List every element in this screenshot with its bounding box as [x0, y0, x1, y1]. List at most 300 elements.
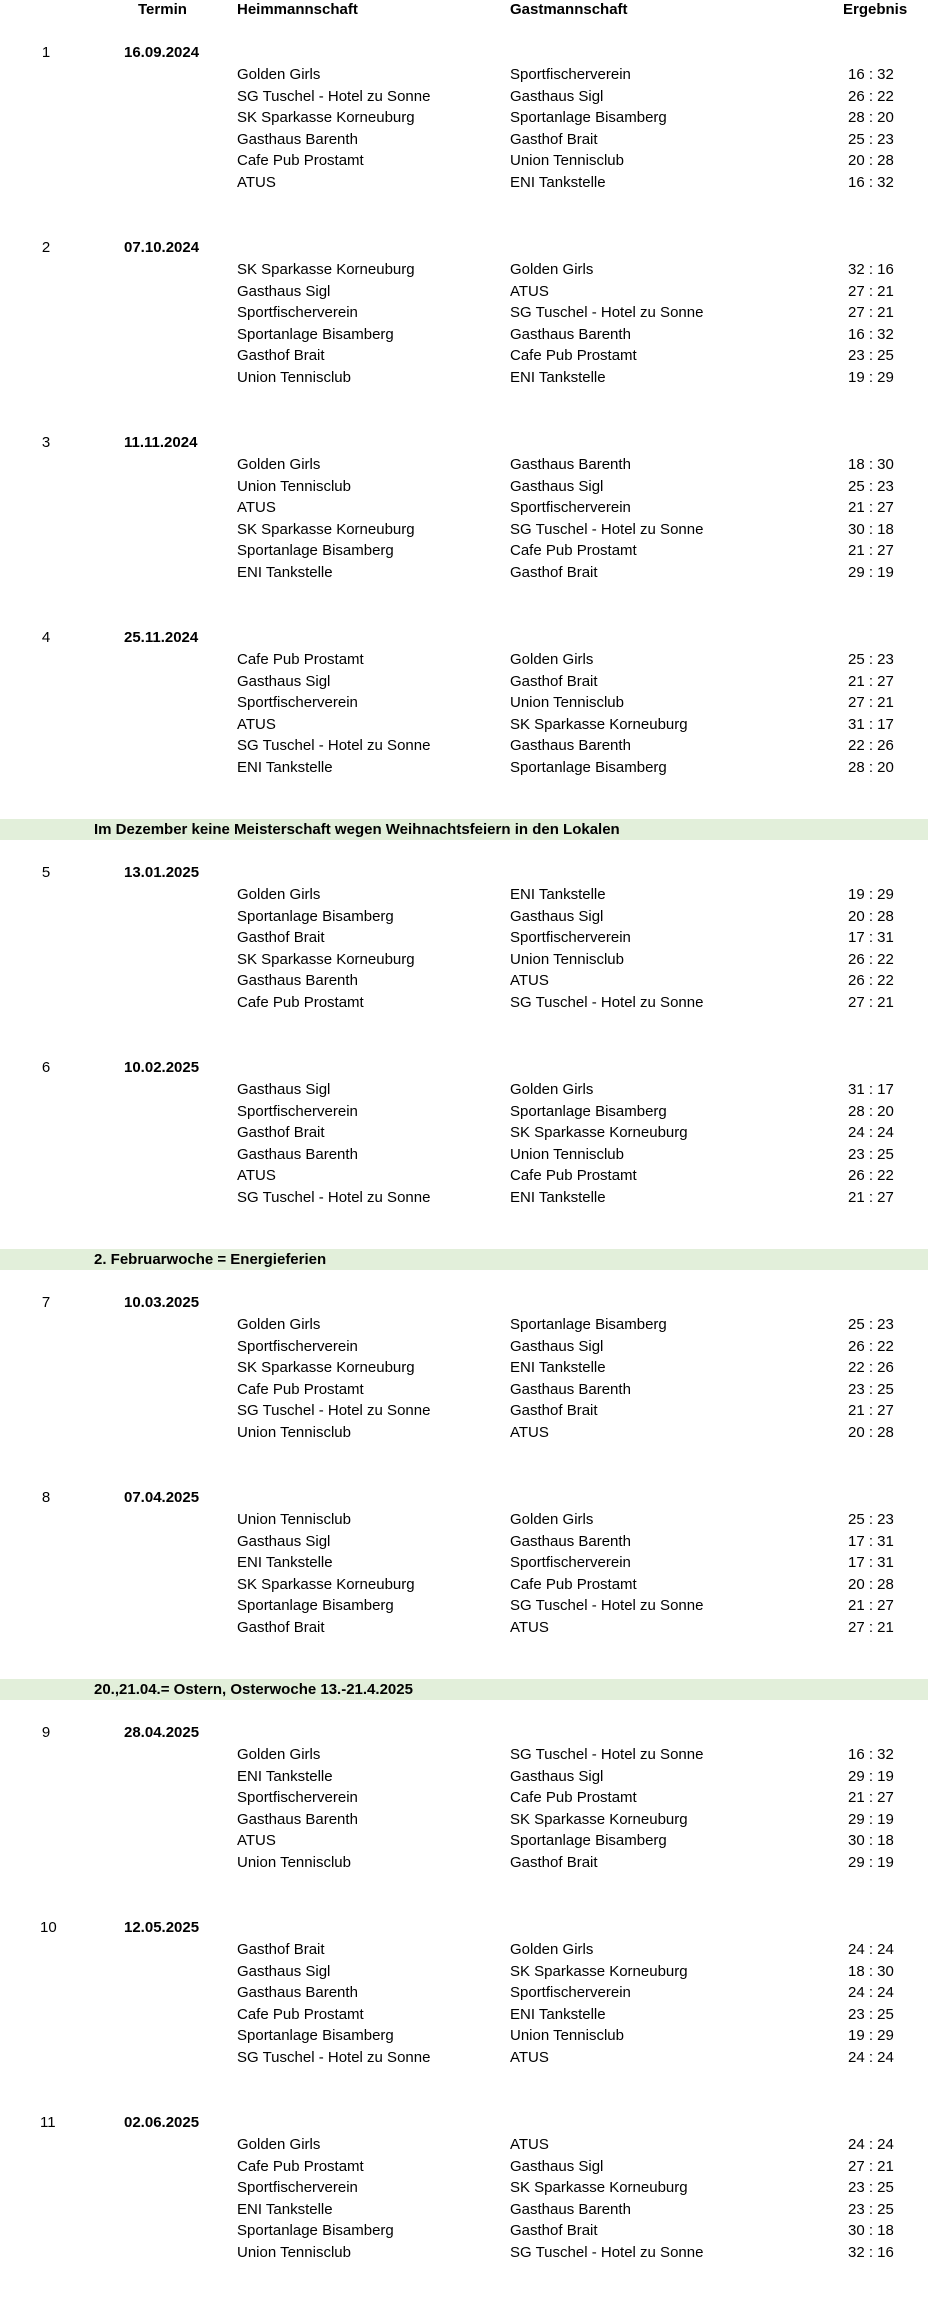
- home-team: ATUS: [237, 715, 276, 733]
- match-row: [0, 1531, 928, 1553]
- round-block: [0, 1917, 928, 2112]
- guest-team: ENI Tankstelle: [510, 2005, 606, 2023]
- round-date: 28.04.2025: [124, 1724, 200, 1741]
- match-result: 22 : 26: [848, 737, 894, 755]
- guest-team: SK Sparkasse Korneuburg: [510, 715, 688, 733]
- round-block: [0, 1292, 928, 1487]
- guest-team: SG Tuschel - Hotel zu Sonne: [510, 304, 704, 322]
- guest-team: ENI Tankstelle: [510, 886, 606, 903]
- round-date-row: [0, 1057, 928, 1079]
- match-row: [0, 2199, 928, 2221]
- match-row: [0, 2220, 928, 2242]
- match-result: 16 : 32: [848, 66, 894, 83]
- home-team: Sportfischerverein: [237, 694, 358, 712]
- match-row: [0, 692, 928, 714]
- match-result: 25 : 23: [848, 130, 894, 148]
- match-row: [0, 476, 928, 498]
- guest-team: Gasthaus Barenth: [510, 1532, 631, 1550]
- guest-team: SG Tuschel - Hotel zu Sonne: [510, 520, 704, 538]
- guest-team: Sportfischerverein: [510, 1984, 631, 2002]
- home-team: Sportanlage Bisamberg: [237, 1597, 394, 1615]
- guest-team: Sportfischerverein: [510, 929, 631, 947]
- home-team: Gasthof Brait: [237, 1124, 325, 1142]
- match-result: 26 : 22: [848, 1337, 894, 1355]
- home-team: Gasthaus Barenth: [237, 1984, 358, 2002]
- match-row: [0, 2156, 928, 2178]
- match-result: 16 : 32: [848, 173, 894, 191]
- match-result: 32 : 16: [848, 2243, 894, 2261]
- match-result: 20 : 28: [848, 1423, 894, 1441]
- home-team: Union Tennisclub: [237, 1511, 351, 1528]
- guest-team: Gasthof Brait: [510, 563, 598, 581]
- match-result: 23 : 25: [848, 2200, 894, 2218]
- match-result: 23 : 25: [848, 2005, 894, 2023]
- guest-team: Sportanlage Bisamberg: [510, 1832, 667, 1850]
- guest-team: Union Tennisclub: [510, 2027, 624, 2045]
- guest-team: ATUS: [510, 282, 549, 300]
- match-row: [0, 2047, 928, 2069]
- home-team: SG Tuschel - Hotel zu Sonne: [237, 1402, 431, 1420]
- match-row: [0, 454, 928, 476]
- round-date-row: [0, 862, 928, 884]
- home-team: SG Tuschel - Hotel zu Sonne: [237, 2048, 431, 2066]
- match-row: [0, 1165, 928, 1187]
- match-result: 25 : 23: [848, 651, 894, 668]
- round-date: 10.03.2025: [124, 1294, 200, 1311]
- match-row: [0, 1766, 928, 1788]
- home-team: Sportanlage Bisamberg: [237, 2027, 394, 2045]
- round-block: [0, 1722, 928, 1917]
- match-row: [0, 906, 928, 928]
- match-row: [0, 1961, 928, 1983]
- schedule-note-text: Im Dezember keine Meisterschaft wegen Weihnachtsfeiern in den Lokalen: [94, 821, 620, 838]
- table-header: [0, 0, 928, 20]
- home-team: Cafe Pub Prostamt: [237, 2005, 364, 2023]
- match-result: 26 : 22: [848, 87, 894, 105]
- match-row: [0, 64, 928, 86]
- match-row: [0, 1939, 928, 1961]
- round-number: 10: [40, 1919, 57, 1936]
- match-result: 23 : 25: [848, 1145, 894, 1163]
- match-row: [0, 1982, 928, 2004]
- match-result: 17 : 31: [848, 929, 894, 947]
- round-date: 02.06.2025: [124, 2114, 200, 2131]
- guest-team: Sportfischerverein: [510, 66, 631, 83]
- round-date-row: [0, 1292, 928, 1314]
- guest-team: Gasthaus Sigl: [510, 1767, 604, 1785]
- round-date-row: [0, 1917, 928, 1939]
- guest-team: ATUS: [510, 2136, 549, 2153]
- home-team: Cafe Pub Prostamt: [237, 1380, 364, 1398]
- match-row: [0, 1122, 928, 1144]
- guest-team: Cafe Pub Prostamt: [510, 1575, 637, 1593]
- match-row: [0, 2177, 928, 2199]
- home-team: ENI Tankstelle: [237, 1767, 333, 1785]
- guest-team: Gasthof Brait: [510, 1853, 598, 1871]
- home-team: Gasthaus Sigl: [237, 672, 331, 690]
- header-result: Ergebnis: [843, 1, 908, 18]
- home-team: Golden Girls: [237, 1316, 321, 1333]
- match-result: 25 : 23: [848, 1316, 894, 1333]
- home-team: Union Tennisclub: [237, 1423, 351, 1441]
- round-block: [0, 627, 928, 822]
- match-row: [0, 884, 928, 906]
- home-team: ENI Tankstelle: [237, 758, 333, 776]
- round-number: 4: [41, 629, 51, 646]
- home-team: SK Sparkasse Korneuburg: [237, 950, 415, 968]
- match-result: 23 : 25: [848, 347, 894, 365]
- guest-team: Union Tennisclub: [510, 694, 624, 712]
- match-row: [0, 1595, 928, 1617]
- match-row: [0, 1357, 928, 1379]
- round-date: 25.11.2024: [124, 629, 199, 646]
- round-block: [0, 42, 928, 237]
- match-row: [0, 1336, 928, 1358]
- round-date-row: [0, 237, 928, 259]
- home-team: ATUS: [237, 173, 276, 191]
- home-team: ATUS: [237, 499, 276, 517]
- home-team: Gasthof Brait: [237, 1618, 325, 1636]
- guest-team: Gasthaus Sigl: [510, 1337, 604, 1355]
- match-row: [0, 107, 928, 129]
- match-row: [0, 2004, 928, 2026]
- home-team: Sportanlage Bisamberg: [237, 907, 394, 925]
- match-row: [0, 1809, 928, 1831]
- home-team: Gasthaus Sigl: [237, 1532, 331, 1550]
- home-team: SG Tuschel - Hotel zu Sonne: [237, 87, 431, 105]
- match-row: [0, 992, 928, 1014]
- guest-team: ATUS: [510, 1423, 549, 1441]
- home-team: Golden Girls: [237, 456, 321, 473]
- schedule-note: [0, 1679, 928, 1700]
- guest-team: Gasthaus Sigl: [510, 87, 604, 105]
- match-row: [0, 1574, 928, 1596]
- guest-team: Gasthaus Sigl: [510, 2157, 604, 2175]
- round-number: 8: [41, 1489, 51, 1506]
- home-team: SG Tuschel - Hotel zu Sonne: [237, 737, 431, 755]
- match-result: 21 : 27: [848, 1597, 894, 1615]
- home-team: Gasthaus Barenth: [237, 1810, 358, 1828]
- guest-team: Union Tennisclub: [510, 152, 624, 170]
- guest-team: SK Sparkasse Korneuburg: [510, 1962, 688, 1980]
- guest-team: Cafe Pub Prostamt: [510, 1167, 637, 1185]
- home-team: Cafe Pub Prostamt: [237, 993, 364, 1011]
- schedule-note-text: 20.,21.04.= Ostern, Osterwoche 13.-21.4.2025: [94, 1681, 413, 1698]
- guest-team: Golden Girls: [510, 1941, 594, 1958]
- match-row: [0, 2134, 928, 2156]
- match-result: 16 : 32: [848, 325, 894, 343]
- round-number: 11: [40, 2114, 56, 2131]
- match-row: [0, 2025, 928, 2047]
- guest-team: Sportfischerverein: [510, 1554, 631, 1572]
- home-team: ATUS: [237, 1832, 276, 1850]
- guest-team: ATUS: [510, 2048, 549, 2066]
- guest-team: ENI Tankstelle: [510, 1359, 606, 1377]
- match-result: 24 : 24: [848, 2136, 894, 2153]
- match-result: 28 : 20: [848, 109, 894, 127]
- guest-team: Gasthof Brait: [510, 1402, 598, 1420]
- match-row: [0, 2242, 928, 2264]
- home-team: Union Tennisclub: [237, 1853, 351, 1871]
- match-row: [0, 324, 928, 346]
- guest-team: ATUS: [510, 1618, 549, 1636]
- home-team: Sportanlage Bisamberg: [237, 542, 394, 560]
- match-row: [0, 129, 928, 151]
- match-row: [0, 345, 928, 367]
- match-result: 26 : 22: [848, 950, 894, 968]
- match-result: 31 : 17: [848, 715, 894, 733]
- home-team: Gasthaus Barenth: [237, 972, 358, 990]
- guest-team: Golden Girls: [510, 651, 594, 668]
- match-result: 24 : 24: [848, 1124, 894, 1142]
- match-result: 31 : 17: [848, 1081, 894, 1098]
- round-block: [0, 1487, 928, 1682]
- home-team: Cafe Pub Prostamt: [237, 651, 364, 668]
- match-result: 24 : 24: [848, 2048, 894, 2066]
- match-result: 28 : 20: [848, 758, 894, 776]
- match-result: 25 : 23: [848, 477, 894, 495]
- home-team: Golden Girls: [237, 886, 321, 903]
- home-team: Golden Girls: [237, 2136, 321, 2153]
- match-row: [0, 519, 928, 541]
- round-block: [0, 1057, 928, 1252]
- match-result: 27 : 21: [848, 2157, 894, 2175]
- match-row: [0, 927, 928, 949]
- round-date: 10.02.2025: [124, 1059, 200, 1076]
- schedule-note: [0, 1249, 928, 1270]
- round-date: 07.10.2024: [124, 239, 200, 256]
- guest-team: Gasthaus Barenth: [510, 737, 631, 755]
- match-row: [0, 1617, 928, 1639]
- guest-team: SG Tuschel - Hotel zu Sonne: [510, 1597, 704, 1615]
- match-row: [0, 367, 928, 389]
- match-row: [0, 1744, 928, 1766]
- home-team: Gasthof Brait: [237, 347, 325, 365]
- guest-team: Gasthaus Barenth: [510, 1380, 631, 1398]
- match-result: 17 : 31: [848, 1554, 894, 1572]
- round-number: 1: [41, 44, 51, 61]
- match-row: [0, 949, 928, 971]
- guest-team: SG Tuschel - Hotel zu Sonne: [510, 993, 704, 1011]
- match-row: [0, 281, 928, 303]
- match-row: [0, 735, 928, 757]
- match-result: 20 : 28: [848, 152, 894, 170]
- home-team: Union Tennisclub: [237, 477, 351, 495]
- guest-team: ATUS: [510, 972, 549, 990]
- round-date-row: [0, 1487, 928, 1509]
- round-date-row: [0, 432, 928, 454]
- match-result: 20 : 28: [848, 907, 894, 925]
- round-number: 7: [41, 1294, 51, 1311]
- home-team: SK Sparkasse Korneuburg: [237, 1359, 415, 1377]
- guest-team: Gasthof Brait: [510, 130, 598, 148]
- match-result: 18 : 30: [848, 1962, 894, 1980]
- guest-team: Gasthaus Sigl: [510, 477, 604, 495]
- match-result: 24 : 24: [848, 1984, 894, 2002]
- match-result: 30 : 18: [848, 520, 894, 538]
- match-row: [0, 540, 928, 562]
- match-result: 21 : 27: [848, 542, 894, 560]
- match-row: [0, 497, 928, 519]
- match-row: [0, 757, 928, 779]
- match-result: 18 : 30: [848, 456, 894, 473]
- home-team: Golden Girls: [237, 66, 321, 83]
- match-row: [0, 649, 928, 671]
- guest-team: ENI Tankstelle: [510, 173, 606, 191]
- round-block: [0, 432, 928, 627]
- guest-team: Cafe Pub Prostamt: [510, 1789, 637, 1807]
- guest-team: ENI Tankstelle: [510, 1188, 606, 1206]
- match-row: [0, 1830, 928, 1852]
- match-result: 26 : 22: [848, 972, 894, 990]
- home-team: ENI Tankstelle: [237, 1554, 333, 1572]
- home-team: SK Sparkasse Korneuburg: [237, 1575, 415, 1593]
- match-result: 16 : 32: [848, 1746, 894, 1763]
- round-date-row: [0, 627, 928, 649]
- match-result: 19 : 29: [848, 368, 894, 386]
- match-row: [0, 1314, 928, 1336]
- match-row: [0, 1144, 928, 1166]
- round-date: 07.04.2025: [124, 1489, 200, 1506]
- round-date-row: [0, 1722, 928, 1744]
- match-row: [0, 1400, 928, 1422]
- round-date-row: [0, 42, 928, 64]
- round-block: [0, 237, 928, 432]
- match-row: [0, 1787, 928, 1809]
- round-number: 6: [41, 1059, 51, 1076]
- match-row: [0, 1552, 928, 1574]
- match-result: 19 : 29: [848, 886, 894, 903]
- guest-team: SG Tuschel - Hotel zu Sonne: [510, 2243, 704, 2261]
- match-row: [0, 1379, 928, 1401]
- match-result: 25 : 23: [848, 1511, 894, 1528]
- match-row: [0, 1101, 928, 1123]
- match-result: 21 : 27: [848, 499, 894, 517]
- guest-team: Union Tennisclub: [510, 950, 624, 968]
- guest-team: Union Tennisclub: [510, 1145, 624, 1163]
- match-result: 27 : 21: [848, 304, 894, 322]
- home-team: Gasthaus Sigl: [237, 1081, 331, 1098]
- guest-team: SK Sparkasse Korneuburg: [510, 1810, 688, 1828]
- round-date: 16.09.2024: [124, 44, 200, 61]
- guest-team: Sportanlage Bisamberg: [510, 1316, 667, 1333]
- home-team: Gasthof Brait: [237, 929, 325, 947]
- match-result: 23 : 25: [848, 1380, 894, 1398]
- match-result: 21 : 27: [848, 1402, 894, 1420]
- match-result: 21 : 27: [848, 1188, 894, 1206]
- home-team: Sportfischerverein: [237, 1789, 358, 1807]
- guest-team: SK Sparkasse Korneuburg: [510, 1124, 688, 1142]
- home-team: Union Tennisclub: [237, 2243, 351, 2261]
- match-result: 28 : 20: [848, 1102, 894, 1120]
- match-result: 27 : 21: [848, 1618, 894, 1636]
- guest-team: Sportanlage Bisamberg: [510, 1102, 667, 1120]
- match-row: [0, 302, 928, 324]
- match-result: 21 : 27: [848, 1789, 894, 1807]
- home-team: ENI Tankstelle: [237, 2200, 333, 2218]
- match-result: 23 : 25: [848, 2179, 894, 2197]
- round-number: 2: [41, 239, 51, 256]
- guest-team: Gasthaus Barenth: [510, 325, 631, 343]
- round-block: [0, 2112, 928, 2307]
- guest-team: Golden Girls: [510, 1081, 594, 1098]
- match-row: [0, 970, 928, 992]
- round-block: [0, 862, 928, 1057]
- match-result: 22 : 26: [848, 1359, 894, 1377]
- home-team: Cafe Pub Prostamt: [237, 152, 364, 170]
- match-result: 24 : 24: [848, 1941, 894, 1958]
- home-team: Sportanlage Bisamberg: [237, 2222, 394, 2240]
- schedule-note-text: 2. Februarwoche = Energieferien: [94, 1251, 327, 1268]
- match-result: 27 : 21: [848, 694, 894, 712]
- match-row: [0, 1187, 928, 1209]
- match-row: [0, 150, 928, 172]
- match-result: 21 : 27: [848, 672, 894, 690]
- header-home-team: Heimmannschaft: [237, 1, 358, 18]
- home-team: Sportanlage Bisamberg: [237, 325, 394, 343]
- home-team: SK Sparkasse Korneuburg: [237, 261, 415, 278]
- match-result: 29 : 19: [848, 563, 894, 581]
- match-row: [0, 714, 928, 736]
- round-date: 13.01.2025: [124, 864, 200, 881]
- match-result: 30 : 18: [848, 2222, 894, 2240]
- home-team: Gasthaus Barenth: [237, 130, 358, 148]
- guest-team: Gasthof Brait: [510, 2222, 598, 2240]
- match-result: 29 : 19: [848, 1767, 894, 1785]
- match-result: 17 : 31: [848, 1532, 894, 1550]
- match-result: 27 : 21: [848, 282, 894, 300]
- home-team: Sportfischerverein: [237, 1337, 358, 1355]
- match-result: 29 : 19: [848, 1853, 894, 1871]
- match-row: [0, 562, 928, 584]
- match-result: 32 : 16: [848, 261, 894, 278]
- match-row: [0, 86, 928, 108]
- header-guest-team: Gastmannschaft: [510, 1, 628, 18]
- match-result: 19 : 29: [848, 2027, 894, 2045]
- home-team: ENI Tankstelle: [237, 563, 333, 581]
- guest-team: Golden Girls: [510, 1511, 594, 1528]
- guest-team: Gasthof Brait: [510, 672, 598, 690]
- match-row: [0, 671, 928, 693]
- guest-team: SG Tuschel - Hotel zu Sonne: [510, 1746, 704, 1763]
- schedule-note: [0, 819, 928, 840]
- match-result: 30 : 18: [848, 1832, 894, 1850]
- round-number: 3: [41, 434, 51, 451]
- home-team: Golden Girls: [237, 1746, 321, 1763]
- header-termin: Termin: [138, 1, 187, 18]
- home-team: Gasthof Brait: [237, 1941, 325, 1958]
- home-team: SK Sparkasse Korneuburg: [237, 520, 415, 538]
- home-team: Sportfischerverein: [237, 304, 358, 322]
- home-team: Sportfischerverein: [237, 1102, 358, 1120]
- round-number: 9: [41, 1724, 51, 1741]
- round-date-row: [0, 2112, 928, 2134]
- round-number: 5: [41, 864, 51, 881]
- match-row: [0, 1852, 928, 1874]
- match-result: 20 : 28: [848, 1575, 894, 1593]
- match-row: [0, 1079, 928, 1101]
- guest-team: ENI Tankstelle: [510, 368, 606, 386]
- guest-team: Golden Girls: [510, 261, 594, 278]
- guest-team: Sportanlage Bisamberg: [510, 758, 667, 776]
- home-team: Gasthaus Barenth: [237, 1145, 358, 1163]
- guest-team: SK Sparkasse Korneuburg: [510, 2179, 688, 2197]
- match-result: 27 : 21: [848, 993, 894, 1011]
- home-team: SG Tuschel - Hotel zu Sonne: [237, 1188, 431, 1206]
- guest-team: Gasthaus Barenth: [510, 456, 631, 473]
- home-team: ATUS: [237, 1167, 276, 1185]
- match-row: [0, 259, 928, 281]
